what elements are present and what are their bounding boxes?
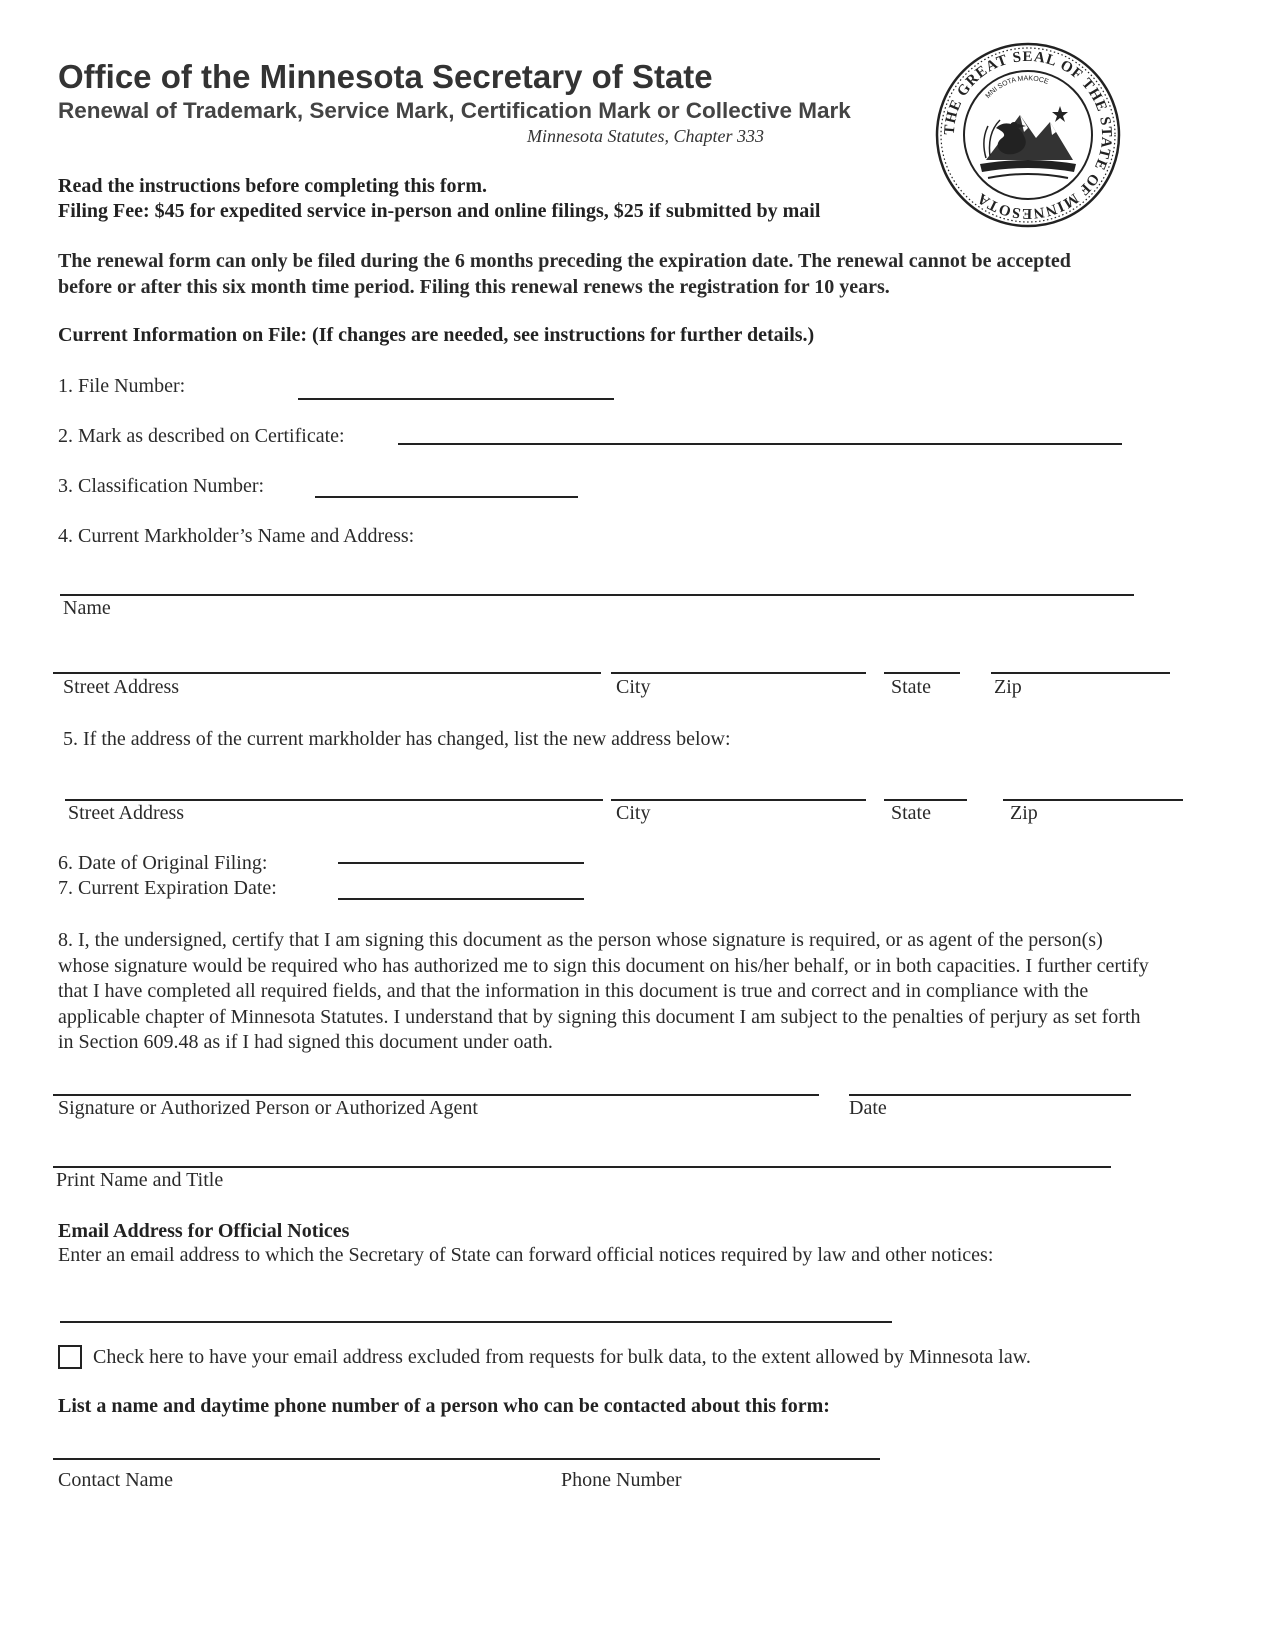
expiration-date-field[interactable] — [338, 874, 584, 898]
markholder-city-field[interactable] — [611, 648, 866, 672]
new-city-label: City — [616, 802, 651, 824]
markholder-zip-underline — [991, 672, 1170, 674]
certification-statement: 8. I, the undersigned, certify that I am signing this document as the person whose signature is required, or as agent of the person(s) whose signature would be required who has authorized me to sign this document on his/her behalf, or in both capacities. I further certify that I have completed all required fields, and that the information in this document is true and correct and in compliance with the applicable chapter of Minnesota Statutes. I understand that by signing this document I am subject to the penalties of perjury as set forth in Section 609.48 as if I had signed this document under oath. — [58, 929, 1149, 1053]
markholder-city-underline — [611, 672, 866, 674]
contact-phone-field[interactable] — [556, 1434, 880, 1458]
new-address-heading: 5. If the address of the current markholder has changed, list the new address below: — [63, 728, 731, 750]
new-zip-field[interactable] — [1003, 775, 1183, 799]
new-city-underline — [611, 799, 866, 801]
new-state-label: State — [891, 802, 931, 824]
print-name-field[interactable] — [53, 1142, 1111, 1166]
file-number-underline — [298, 398, 614, 400]
print-name-label: Print Name and Title — [56, 1169, 224, 1191]
new-street-underline — [65, 799, 603, 801]
markholder-street-field[interactable] — [53, 648, 601, 672]
classification-number-underline — [315, 496, 578, 498]
signature-date-label: Date — [849, 1097, 887, 1119]
signature-field[interactable] — [53, 1070, 819, 1094]
original-filing-date-label: 6. Date of Original Filing: — [58, 852, 268, 874]
markholder-name-field[interactable] — [60, 570, 1134, 594]
markholder-street-label: Street Address — [63, 676, 180, 698]
markholder-name-label: Name — [63, 597, 111, 619]
classification-number-label: 3. Classification Number: — [58, 475, 265, 497]
contact-name-field[interactable] — [53, 1434, 556, 1458]
markholder-street-underline — [53, 672, 601, 674]
markholder-state-field[interactable] — [884, 648, 960, 672]
email-heading: Email Address for Official Notices — [58, 1220, 350, 1242]
contact-underline — [53, 1458, 880, 1460]
print-name-underline — [53, 1166, 1111, 1168]
signature-underline — [53, 1094, 819, 1096]
read-instructions-text: Read the instructions before completing this form. — [58, 175, 488, 197]
new-state-field[interactable] — [884, 775, 967, 799]
file-number-label: 1. File Number: — [58, 375, 186, 397]
markholder-name-underline — [60, 594, 1134, 596]
new-city-field[interactable] — [611, 775, 866, 799]
new-state-underline — [884, 799, 967, 801]
new-street-label: Street Address — [68, 802, 185, 824]
original-filing-date-field[interactable] — [338, 838, 584, 862]
expiration-date-label: 7. Current Expiration Date: — [58, 877, 277, 899]
filing-fee-text: Filing Fee: $45 for expedited service in-person and online filings, $25 if submitted by mail — [58, 200, 821, 222]
renewal-notice-text: The renewal form can only be filed during the 6 months preceding the expiration date. The renewal cannot be accepted before or after this six month time period. Filing this renewal renews the registration for 10 years. — [58, 250, 1071, 298]
seal-outer-text: THE GREAT SEAL OF THE STATE OF MINNESOTA — [941, 48, 1115, 222]
page-title: Office of the Minnesota Secretary of State — [58, 58, 713, 95]
markholder-city-label: City — [616, 676, 651, 698]
state-seal-icon — [928, 40, 1128, 230]
contact-name-label: Contact Name — [58, 1469, 173, 1491]
markholder-state-underline — [884, 672, 960, 674]
signature-date-underline — [849, 1094, 1131, 1096]
current-info-heading: Current Information on File: (If changes are needed, see instructions for further details.) — [58, 324, 815, 346]
contact-phone-label: Phone Number — [561, 1469, 682, 1491]
file-number-field[interactable] — [298, 376, 614, 400]
page-subtitle: Renewal of Trademark, Service Mark, Certification Mark or Collective Mark — [58, 98, 851, 123]
new-street-field[interactable] — [65, 775, 603, 799]
email-description: Enter an email address to which the Secretary of State can forward official notices required by law and other notices: — [58, 1244, 994, 1266]
classification-number-field[interactable] — [315, 474, 578, 498]
signature-date-field[interactable] — [849, 1070, 1131, 1094]
bulk-data-exclusion-checkbox[interactable] — [58, 1345, 82, 1369]
email-field[interactable] — [60, 1297, 892, 1321]
markholder-zip-field[interactable] — [991, 648, 1170, 672]
mark-description-field[interactable] — [398, 421, 1122, 445]
markholder-zip-label: Zip — [994, 676, 1022, 698]
seal-inner-text: MNI SOTA MAKOCE — [984, 75, 1050, 101]
mark-description-underline — [398, 443, 1122, 445]
mark-description-label: 2. Mark as described on Certificate: — [58, 425, 345, 447]
statute-reference: Minnesota Statutes, Chapter 333 — [527, 126, 764, 146]
markholder-state-label: State — [891, 676, 931, 698]
email-underline — [60, 1321, 892, 1323]
new-zip-underline — [1003, 799, 1183, 801]
new-zip-label: Zip — [1010, 802, 1038, 824]
bulk-data-exclusion-label: Check here to have your email address excluded from requests for bulk data, to the extent allowed by Minnesota law. — [93, 1346, 1031, 1368]
expiration-date-underline — [338, 898, 584, 900]
markholder-heading: 4. Current Markholder’s Name and Address: — [58, 525, 415, 547]
original-filing-date-underline — [338, 862, 584, 864]
signature-label: Signature or Authorized Person or Authorized Agent — [58, 1097, 478, 1119]
contact-heading: List a name and daytime phone number of a person who can be contacted about this form: — [58, 1395, 830, 1417]
